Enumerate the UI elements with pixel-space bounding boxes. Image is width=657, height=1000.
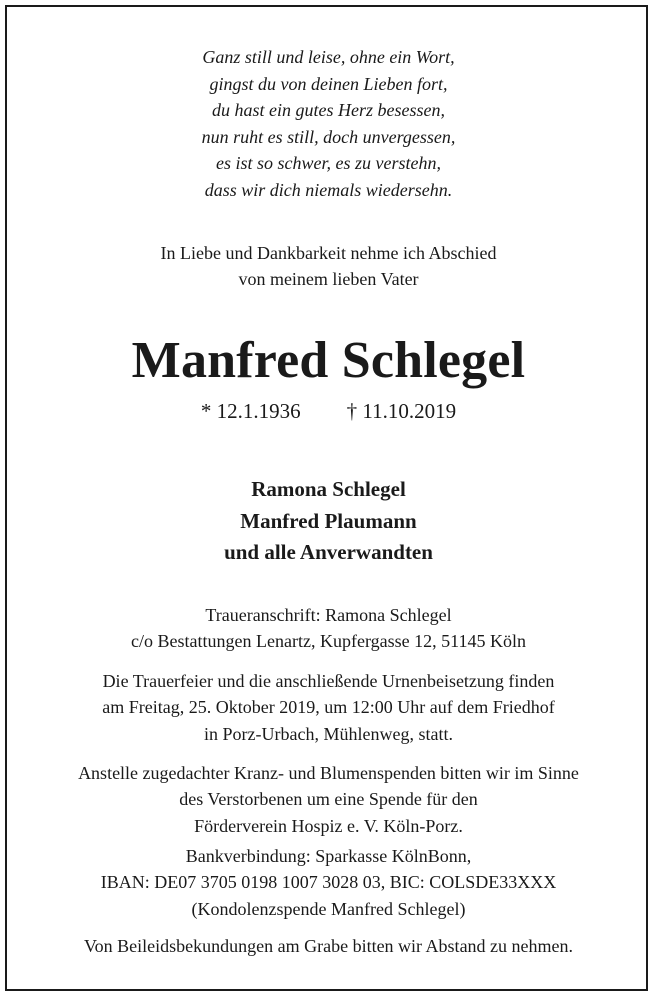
poem-line: dass wir dich niemals wiedersehn. xyxy=(204,179,453,200)
donation-request xyxy=(0,760,657,839)
mourner-line: und alle Anverwandten xyxy=(224,540,433,564)
birth-date: * 12.1.1936 xyxy=(200,399,301,423)
mourning-address xyxy=(0,602,657,655)
intro-line: In Liebe und Dankbarkeit nehme ich Abschied xyxy=(160,243,497,263)
closing-note: Von Beileidsbekundungen am Grabe bitten wir Abstand zu nehmen. xyxy=(83,936,574,956)
funeral-service-info xyxy=(0,668,657,747)
bank-line: (Kondolenzspende Manfred Schlegel) xyxy=(191,898,466,919)
address-line: Traueranschrift: Ramona Schlegel xyxy=(205,605,452,625)
service-line: am Freitag, 25. Oktober 2019, um 12:00 Uhr auf dem Friedhof xyxy=(102,697,555,718)
address-line: c/o Bestattungen Lenartz, Kupfergasse 12, 51145 Köln xyxy=(131,631,526,652)
poem-line: Ganz still und leise, ohne ein Wort, xyxy=(202,47,455,67)
mourner-line: Ramona Schlegel xyxy=(251,477,406,501)
poem xyxy=(0,44,657,204)
mourners xyxy=(0,474,657,569)
intro-line: von meinem lieben Vater xyxy=(238,269,419,289)
deceased-name: Manfred Schlegel xyxy=(131,332,526,389)
mourner-line: Manfred Plaumann xyxy=(240,508,417,533)
death-date: † 11.10.2019 xyxy=(346,399,457,423)
poem-line: gingst du von deinen Lieben fort, xyxy=(209,73,448,94)
service-line: Die Trauerfeier und die anschließende Urnenbeisetzung finden xyxy=(102,671,555,691)
life-dates xyxy=(0,397,657,425)
poem-line: es ist so schwer, es zu verstehn, xyxy=(216,153,441,174)
donation-line: Förderverein Hospiz e. V. Köln-Porz. xyxy=(194,815,463,836)
poem-line: du hast ein gutes Herz besessen, xyxy=(212,100,445,121)
bank-line: IBAN: DE07 3705 0198 1007 3028 03, BIC: COLSDE33XXX xyxy=(100,872,557,893)
farewell-intro xyxy=(0,240,657,292)
poem-line: nun ruht es still, doch unvergessen, xyxy=(201,126,456,147)
bank-line: Bankverbindung: Sparkasse KölnBonn, xyxy=(185,846,472,866)
service-line: in Porz-Urbach, Mühlenweg, statt. xyxy=(204,723,453,744)
bank-details xyxy=(0,843,657,922)
donation-line: des Verstorbenen um eine Spende für den xyxy=(179,789,478,810)
donation-line: Anstelle zugedachter Kranz- und Blumenspenden bitten wir im Sinne xyxy=(78,763,579,783)
